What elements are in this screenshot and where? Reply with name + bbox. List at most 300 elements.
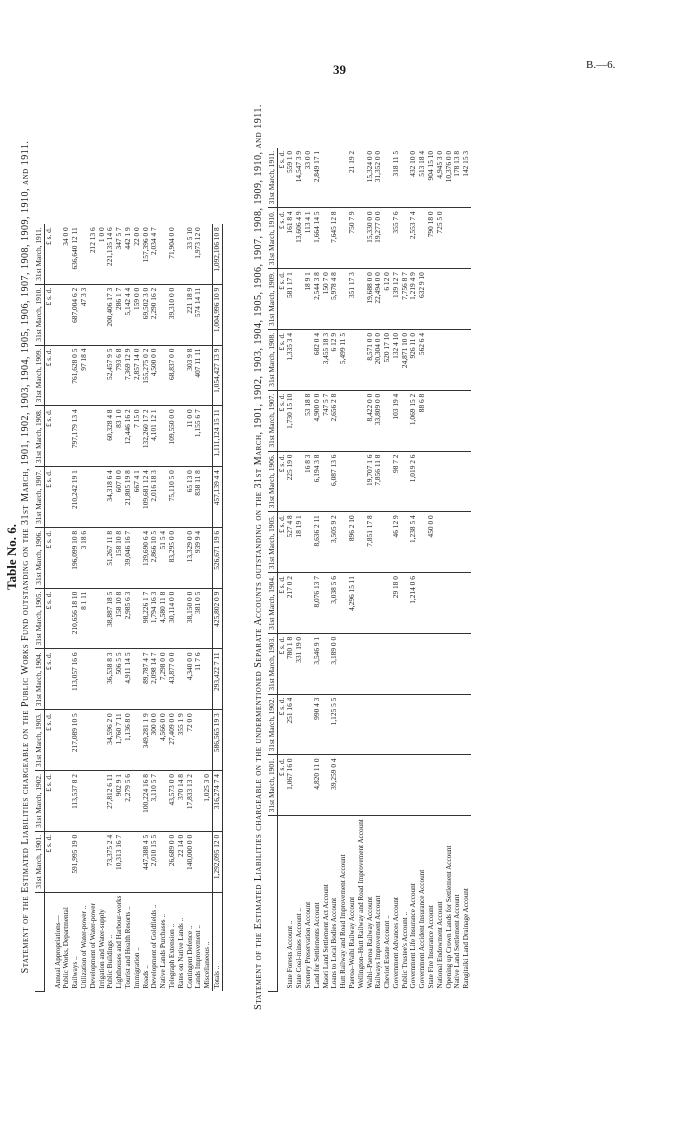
row-label: Irrigation and Water-supply <box>97 909 106 989</box>
unit-cell: £ s. d. <box>277 269 286 330</box>
table-cell: 1,214 0 6 <box>409 573 418 634</box>
table-cell: 109,681 12 4 <box>142 467 151 528</box>
table-cell <box>427 451 436 512</box>
table-cell: 2,544 3 8 <box>313 269 322 330</box>
table-cell <box>453 208 462 269</box>
table-cell: 97 18 4 <box>80 345 89 406</box>
table-cell <box>436 512 445 573</box>
unit-cell <box>44 892 53 991</box>
row-label: Land for Settlements Account <box>312 902 321 989</box>
row-label: Hutt Railway and Road Improvement Account <box>339 854 348 989</box>
table-cell: 39,310 0 0 <box>168 284 177 345</box>
table-cell: 221 18 9 <box>186 284 195 345</box>
table-cell: 2,279 5 6 <box>124 771 133 832</box>
table-cell: 3,455 18 3 <box>322 329 331 390</box>
table-cell <box>54 588 63 649</box>
table-cell: 18 19 1 <box>295 512 304 573</box>
table-cell <box>295 573 304 634</box>
table-cell: 4,500 0 0 <box>150 345 159 406</box>
table-cell <box>357 573 366 634</box>
table-cell: 1,335 3 4 <box>286 329 295 390</box>
table-cell: 11 0 0 <box>186 406 195 467</box>
table-cell: 286 1 7 <box>115 284 124 345</box>
table-cell: 2,849 17 1 <box>313 148 322 208</box>
totals-row <box>212 224 222 991</box>
table-cell: 212 13 6 <box>89 224 98 284</box>
table-cell: 687,004 6 2 <box>71 284 80 345</box>
table-cell <box>348 694 357 755</box>
table-title: Table No. 6. <box>4 524 19 590</box>
table-cell: 109,550 0 0 <box>168 406 177 467</box>
unit-cell: £ s. d. <box>44 831 53 892</box>
table-cell: 3,546 9 1 <box>313 633 322 694</box>
table-cell: 4,820 11 0 <box>313 755 322 816</box>
table-cell: 2,656 2 8 <box>330 390 339 451</box>
table-cell: 73,375 2 4 <box>106 831 115 892</box>
row-label: Government Accident Insurance Account <box>418 869 427 989</box>
row-label: Native Lands Purchases .. <box>159 914 168 989</box>
table-cell: 896 2 10 <box>348 512 357 573</box>
table-cell <box>322 148 331 208</box>
table-cell: 38,150 0 0 <box>186 588 195 649</box>
table-cell <box>194 710 203 771</box>
table2-caption: Statement of the Estimated Liabilities chargeable on the undermentioned Separate Accounts outstanding on the 31st March, 1901, 1902, 1903, 1904, 1905, 1906, 1907, 1908, 1909, 1910, and 1911. <box>252 104 264 1010</box>
table-cell: 68,837 0 0 <box>168 345 177 406</box>
table-cell: 98,226 1 7 <box>142 588 151 649</box>
table-cell: 6,194 3 8 <box>313 451 322 512</box>
table-cell <box>453 390 462 451</box>
table-cell: 8,422 0 0 <box>366 390 375 451</box>
table-cell <box>462 512 471 573</box>
table1 <box>35 224 223 992</box>
table-cell <box>348 633 357 694</box>
table-cell: 2,857 14 0 <box>133 345 142 406</box>
table-cell: 113,057 16 6 <box>71 649 80 710</box>
table-cell <box>80 467 89 528</box>
table-cell <box>453 755 462 816</box>
table-cell: 142 15 3 <box>462 148 471 208</box>
row-label: Loans to Local Bodies Account <box>330 897 339 989</box>
table-cell: 11 7 6 <box>194 649 203 710</box>
table-cell <box>339 451 348 512</box>
unit-cell: £ s. d. <box>44 649 53 710</box>
column-header: 31st March, 1906. <box>35 527 44 588</box>
table-cell: 22 14 0 <box>177 831 186 892</box>
table-cell <box>295 329 304 390</box>
table-cell: 591,995 19 0 <box>71 831 80 892</box>
table-cell: 19,688 0 0 <box>366 269 375 330</box>
table-cell: 47 3 3 <box>80 284 89 345</box>
table-cell: 8,636 2 11 <box>313 512 322 573</box>
row-label: Native Land Settlement Account <box>453 894 462 989</box>
table-cell: 103 19 4 <box>392 390 401 451</box>
table-cell: 39,259 0 4 <box>330 755 339 816</box>
table-cell: 7,856 11 8 <box>374 451 383 512</box>
table-cell: 19,277 0 0 <box>374 208 383 269</box>
table-cell <box>436 451 445 512</box>
table-cell: 520 17 10 <box>383 329 392 390</box>
totals-cell: 293,422 7 11 <box>212 649 222 710</box>
table-cell: 990 4 3 <box>313 694 322 755</box>
row-label: Government Life Insurance Account <box>409 883 418 989</box>
table-cell <box>80 771 89 832</box>
table-cell: 210,242 19 1 <box>71 467 80 528</box>
unit-cell: £ s. d. <box>44 224 53 284</box>
table-cell <box>374 633 383 694</box>
table-cell: 7,645 12 8 <box>330 208 339 269</box>
table-cell: 347 5 7 <box>115 224 124 284</box>
table-cell <box>427 390 436 451</box>
row-label: Development of Goldfields .. <box>150 904 159 989</box>
table-cell <box>383 755 392 816</box>
table-cell: 2,290 16 2 <box>150 284 159 345</box>
table-cell: 667 4 1 <box>133 467 142 528</box>
table-cell: 8 1 11 <box>80 588 89 649</box>
table-cell: 98 7 2 <box>392 451 401 512</box>
table-cell <box>348 755 357 816</box>
table-cell: 34,596 2 0 <box>106 710 115 771</box>
row-label: Roads .. <box>141 965 150 989</box>
table-cell <box>427 755 436 816</box>
table-cell: 161 8 4 <box>286 208 295 269</box>
table-cell: 10,313 16 7 <box>115 831 124 892</box>
unit-cell: £ s. d. <box>277 329 286 390</box>
table-cell: 7,369 12 9 <box>124 345 133 406</box>
table-cell: 100,224 16 8 <box>142 771 151 832</box>
row-label: Public Trustee's Account .. <box>400 911 409 989</box>
row-label: Contingent Defence .. <box>185 925 194 989</box>
column-header: 31st March, 1907. <box>35 467 44 528</box>
unit-cell: £ s. d. <box>44 406 53 467</box>
row-label: State Forests Account .. <box>286 920 295 989</box>
table-cell <box>89 588 98 649</box>
table-cell: 562 6 4 <box>418 329 427 390</box>
column-header: 31st March, 1905. <box>268 512 277 573</box>
table-cell <box>401 633 410 694</box>
table-cell: 36,538 8 3 <box>106 649 115 710</box>
row-label: Lighthouses and Harbour-works <box>115 895 124 989</box>
table-cell: 71,904 0 0 <box>168 224 177 284</box>
table-cell: 5,499 11 5 <box>339 329 348 390</box>
row-label: Public Buildings .. <box>106 934 115 989</box>
table-cell: 750 7 9 <box>348 208 357 269</box>
column-header: 31st March, 1906. <box>268 451 277 512</box>
table-cell: 6 12 0 <box>383 269 392 330</box>
table-cell <box>445 633 454 694</box>
table-cell: 1,067 16 0 <box>286 755 295 816</box>
table-cell <box>374 694 383 755</box>
table-cell <box>392 633 401 694</box>
table-cell <box>427 573 436 634</box>
table-cell <box>348 451 357 512</box>
table-cell <box>418 633 427 694</box>
table-cell <box>54 649 63 710</box>
table-cell <box>453 633 462 694</box>
table-cell <box>401 694 410 755</box>
row-label: National Endowment Account <box>435 901 444 989</box>
table-cell: 51 5 4 <box>159 527 168 588</box>
table-cell: 303 9 8 <box>186 345 195 406</box>
table-cell <box>89 406 98 467</box>
table-cell <box>54 710 63 771</box>
table-cell: 5,142 4 4 <box>124 284 133 345</box>
table-cell: 926 11 0 <box>409 329 418 390</box>
row-label: Rangitaiki Land Drainage Account <box>462 888 471 989</box>
table-cell: 69,502 3 0 <box>142 284 151 345</box>
table-cell: 2,985 6 3 <box>124 588 133 649</box>
table1-caption: Statement of the Estimated Liabilities chargeable on the Public Works Fund outstanding on the 31st March, 1901, 1902, 1903, 1904, 1905, 1906, 1907, 1908, 1909, 1910, and 1911. <box>20 140 31 974</box>
table-cell: 1,125 5 5 <box>330 694 339 755</box>
table-cell <box>383 633 392 694</box>
table-cell: 902 9 1 <box>115 771 124 832</box>
table-row <box>194 224 203 991</box>
table-cell: 17,833 13 2 <box>186 771 195 832</box>
table-cell: 2,098 14 7 <box>150 649 159 710</box>
table-cell: 132 4 10 <box>392 329 401 390</box>
table-cell <box>339 633 348 694</box>
table-cell: 780 1 8 <box>286 633 295 694</box>
table-cell <box>453 573 462 634</box>
table-cell: 15,330 0 0 <box>366 208 375 269</box>
table2-header-row <box>268 148 277 992</box>
column-header: 31st March, 1907. <box>268 390 277 451</box>
table-cell: 1,219 4 9 <box>409 269 418 330</box>
table-cell <box>54 406 63 467</box>
table-cell <box>194 831 203 892</box>
table-cell: 4,340 0 0 <box>186 649 195 710</box>
table-cell: 939 9 4 <box>194 527 203 588</box>
table-cell: 6 12 9 <box>330 329 339 390</box>
unit-cell: £ s. d. <box>277 390 286 451</box>
table-cell: 75,110 5 0 <box>168 467 177 528</box>
table-cell: 158 10 8 <box>115 527 124 588</box>
unit-cell: £ s. d. <box>277 512 286 573</box>
totals-cell: 1,092,106 10 8 <box>212 224 222 284</box>
table-cell: 581 17 1 <box>286 269 295 330</box>
column-header: 31st March, 1904. <box>268 573 277 634</box>
unit-cell: £ s. d. <box>277 694 286 755</box>
table-cell: 210,656 18 10 <box>71 588 80 649</box>
totals-cell: 425,802 0 9 <box>212 588 222 649</box>
table-cell: 251 16 4 <box>286 694 295 755</box>
table-cell: 527 4 8 <box>286 512 295 573</box>
row-label: State Fire Insurance Account <box>427 905 436 989</box>
table-cell: 1,760 7 11 <box>115 710 124 771</box>
table-cell <box>295 755 304 816</box>
unit-cell: £ s. d. <box>44 284 53 345</box>
table-cell: 790 18 0 <box>427 208 436 269</box>
row-label: Cheviot Estate Account .. <box>383 915 392 989</box>
table-cell: 217,089 10 5 <box>71 710 80 771</box>
column-header: 31st March, 1902. <box>35 771 44 832</box>
table-cell: 4,945 3 0 <box>436 148 445 208</box>
unit-cell: £ s. d. <box>277 755 286 816</box>
column-header: 31st March, 1901. <box>35 831 44 892</box>
table-cell <box>462 451 471 512</box>
table-cell: 38,887 18 5 <box>106 588 115 649</box>
table-row <box>89 224 98 991</box>
table-cell: 155,275 0 2 <box>142 345 151 406</box>
table-cell <box>89 710 98 771</box>
table-cell: 761,628 0 5 <box>71 345 80 406</box>
table-cell: 1,794 16 3 <box>150 588 159 649</box>
table-cell: 21,805 19 8 <box>124 467 133 528</box>
table-cell <box>436 329 445 390</box>
table-cell: 5,978 4 8 <box>330 269 339 330</box>
table-cell <box>445 451 454 512</box>
table-cell: 51,267 11 8 <box>106 527 115 588</box>
table-cell <box>418 573 427 634</box>
table-cell <box>348 329 357 390</box>
table-cell: 150 7 0 <box>322 269 331 330</box>
table-cell: 1,025 3 0 <box>203 771 212 832</box>
table-cell: 52,457 9 5 <box>106 345 115 406</box>
table-row <box>418 148 427 992</box>
row-label: Waihi–Paeroa Railway Account <box>365 896 374 989</box>
column-header: 31st March, 1911. <box>35 224 44 284</box>
table-cell <box>80 649 89 710</box>
unit-cell: £ s. d. <box>44 588 53 649</box>
table-cell: 355 7 6 <box>392 208 401 269</box>
table-cell: 7,851 17 8 <box>366 512 375 573</box>
table-cell: 407 11 11 <box>194 345 203 406</box>
table-cell: 157,396 0 0 <box>142 224 151 284</box>
table-cell <box>453 329 462 390</box>
table-cell: 725 5 0 <box>436 208 445 269</box>
table-cell <box>436 390 445 451</box>
table-cell <box>366 633 375 694</box>
table-cell <box>392 694 401 755</box>
table-cell: 39,046 16 7 <box>124 527 133 588</box>
table-cell: 1,069 15 2 <box>409 390 418 451</box>
table-cell <box>89 771 98 832</box>
table-cell: 351 17 3 <box>348 269 357 330</box>
table-cell: 4,101 12 1 <box>150 406 159 467</box>
unit-cell <box>277 816 286 992</box>
table-cell: 7,756 8 7 <box>401 269 410 330</box>
row-label: Utilization of Water-power .. <box>79 905 88 989</box>
column-header: 31st March, 1902. <box>268 694 277 755</box>
table-cell: 442 1 9 <box>124 224 133 284</box>
table-cell <box>436 573 445 634</box>
row-label: Government Advances Account <box>391 897 400 989</box>
table-row <box>124 224 133 991</box>
table-cell <box>374 755 383 816</box>
totals-cell: 1,004,996 10 9 <box>212 284 222 345</box>
table-cell: 22,494 0 0 <box>374 269 383 330</box>
table-cell: 506 5 5 <box>115 649 124 710</box>
table-cell: 10,376 0 0 <box>445 148 454 208</box>
table-cell: 21 19 2 <box>348 148 357 208</box>
row-label: Railways .. <box>71 956 80 989</box>
table-cell <box>453 512 462 573</box>
table-cell: 4,296 15 11 <box>348 573 357 634</box>
table-cell: 53 18 8 <box>304 390 313 451</box>
table-cell <box>462 694 471 755</box>
table-cell <box>445 390 454 451</box>
table-cell: 4,900 0 0 <box>313 390 322 451</box>
unit-cell: £ s. d. <box>44 345 53 406</box>
row-label: Miscellaneous .. <box>203 941 212 989</box>
table-cell: 20,304 0 0 <box>374 329 383 390</box>
table-cell: 113,537 8 2 <box>71 771 80 832</box>
table-row <box>168 224 177 991</box>
table-cell: 632 9 10 <box>418 269 427 330</box>
row-label: Maori Land Settlement Act Account <box>321 884 330 989</box>
table-cell <box>453 269 462 330</box>
table-cell <box>374 573 383 634</box>
table-cell: 574 14 11 <box>194 284 203 345</box>
table-cell <box>462 390 471 451</box>
table-cell <box>445 208 454 269</box>
row-label: State Coal-mines Account .. <box>295 908 304 989</box>
table-cell: 196,099 10 8 <box>71 527 80 588</box>
table-cell <box>409 755 418 816</box>
table-cell <box>453 694 462 755</box>
totals-cell: 586,565 19 3 <box>212 710 222 771</box>
table-cell <box>80 406 89 467</box>
table-cell: 159 0 0 <box>133 284 142 345</box>
table-cell <box>436 633 445 694</box>
table-cell: 30,114 0 0 <box>168 588 177 649</box>
table-cell <box>392 755 401 816</box>
table-cell <box>80 831 89 892</box>
table-cell <box>374 512 383 573</box>
table-cell: 24,871 10 0 <box>401 329 410 390</box>
column-header: 31st March, 1908. <box>268 329 277 390</box>
row-label: Opening up Crown Lands for Settlement Account <box>444 845 453 989</box>
label-header <box>268 816 277 992</box>
table-cell <box>453 451 462 512</box>
table-cell: 559 1 0 <box>286 148 295 208</box>
table-cell <box>54 467 63 528</box>
row-label: Annual Appropriations— <box>53 915 62 989</box>
table-cell <box>89 467 98 528</box>
column-header: 31st March, 1910. <box>268 208 277 269</box>
table-cell: 4,911 14 5 <box>124 649 133 710</box>
table-row <box>427 148 436 992</box>
table-cell: 14,547 3 9 <box>295 148 304 208</box>
table1-header-row <box>35 224 44 991</box>
table-cell: 33 5 10 <box>186 224 195 284</box>
table-cell <box>418 451 427 512</box>
table-cell: 904 15 10 <box>427 148 436 208</box>
row-label: Wellington–Hutt Railway and Road Improvement Account <box>356 819 365 989</box>
table-cell: 3,110 5 7 <box>150 771 159 832</box>
row-label: Rates on Native Lands .. <box>176 917 185 989</box>
table-cell: 22 0 0 <box>133 224 142 284</box>
table-cell <box>418 694 427 755</box>
table-cell <box>89 284 98 345</box>
table-cell: 13,329 0 0 <box>186 527 195 588</box>
unit-cell: £ s. d. <box>44 527 53 588</box>
table-cell <box>54 345 63 406</box>
row-label: Development of Water-power <box>88 903 97 989</box>
table-cell: 747 5 7 <box>322 390 331 451</box>
table-cell <box>89 345 98 406</box>
table-cell: 140,000 0 0 <box>186 831 195 892</box>
table-cell: 12,446 16 2 <box>124 406 133 467</box>
row-label: Lands Improvement .. <box>194 925 203 989</box>
table-cell: 1,019 2 6 <box>409 451 418 512</box>
unit-cell: £ s. d. <box>277 451 286 512</box>
table-cell: 158 10 8 <box>115 588 124 649</box>
table-cell <box>427 329 436 390</box>
totals-cell: 1,054,427 13 9 <box>212 345 222 406</box>
table-cell: 29 18 0 <box>392 573 401 634</box>
table-cell <box>445 573 454 634</box>
table-cell: 450 0 0 <box>427 512 436 573</box>
